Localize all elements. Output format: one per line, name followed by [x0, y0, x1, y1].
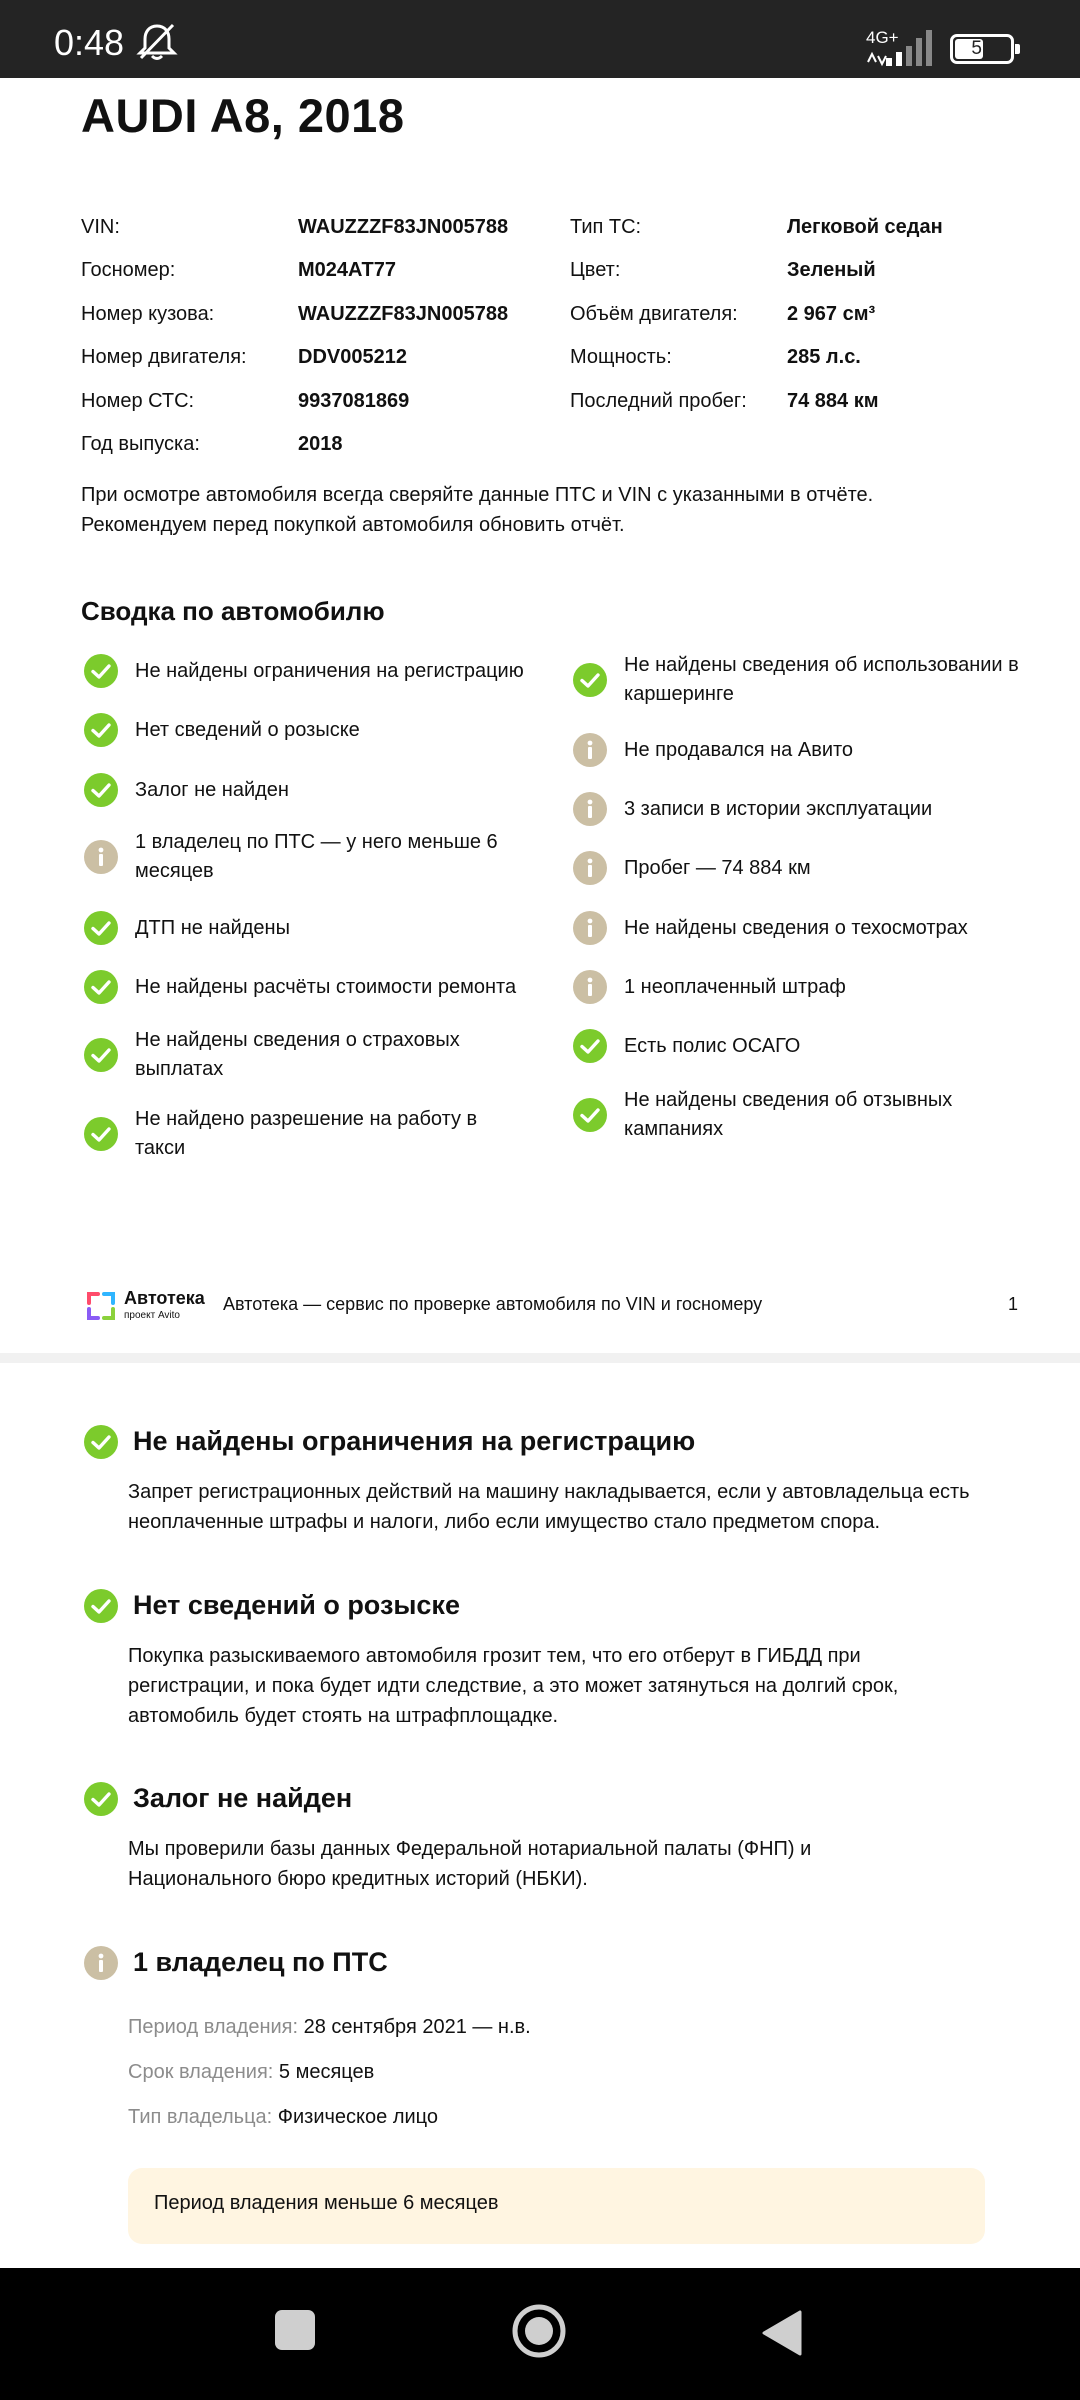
- brand-name: Автотека: [124, 1288, 205, 1308]
- ownership-warning: [128, 2168, 985, 2244]
- check-icon: [573, 1098, 607, 1132]
- summary-item: [573, 911, 1033, 945]
- summary-item: [84, 654, 554, 688]
- spec-value: Легковой седан: [787, 216, 943, 238]
- owner-period-label: Период владения:: [128, 2016, 299, 2038]
- section-title-wanted: Нет сведений о розыске: [133, 1590, 460, 1620]
- summary-item: [84, 1104, 504, 1164]
- summary-item-text: Не продавался на Авито: [624, 738, 854, 761]
- check-icon: [84, 1425, 118, 1459]
- back-button[interactable]: [760, 2308, 804, 2358]
- summary-item-text: 1 владелец по ПТС — у него меньше 6 месяцев: [135, 831, 498, 882]
- spec-label: Номер СТС:: [81, 390, 195, 412]
- summary-item: [84, 827, 524, 887]
- section-desc-pledge: Мы проверили базы данных Федеральной нотариальной палаты (ФНП) и Национального бюро кредитных историй (НБКИ).: [128, 1838, 812, 1890]
- spec-value: 2018: [298, 433, 343, 455]
- spec-value: М024АТ77: [298, 259, 396, 281]
- spec-label: Объём двигателя:: [570, 303, 738, 325]
- check-icon: [84, 1589, 118, 1623]
- battery-percent: 51: [971, 38, 993, 59]
- spec-label: Тип ТС:: [570, 216, 642, 238]
- summary-item-text: Не найдены сведения о страховых выплатах: [135, 1029, 460, 1080]
- owner-duration-label: Срок владения:: [128, 2061, 274, 2083]
- check-icon: [84, 654, 118, 688]
- info-icon: [573, 970, 607, 1004]
- footer-text: Автотека — сервис по проверке автомобиля по VIN и госномеру: [223, 1294, 763, 1314]
- check-icon: [84, 911, 118, 945]
- info-icon: [573, 733, 607, 767]
- section-title-registration: Не найдены ограничения на регистрацию: [133, 1426, 696, 1456]
- spec-value: 9937081869: [298, 390, 410, 412]
- owner-type-label: Тип владельца:: [128, 2106, 273, 2128]
- spec-label: Последний пробег:: [570, 390, 747, 412]
- owner-period-value: 28 сентября 2021 — н.в.: [303, 2016, 531, 2038]
- navigation-bar: [0, 2268, 1080, 2400]
- summary-item: [84, 970, 554, 1004]
- spec-value: WAUZZZF83JN005788: [298, 303, 509, 325]
- section-title-owners: 1 владелец по ПТС: [133, 1947, 388, 1977]
- home-button[interactable]: [512, 2304, 566, 2358]
- summary-item-text: Есть полис ОСАГО: [624, 1034, 801, 1057]
- page-divider: [0, 1353, 1080, 1363]
- summary-item: [573, 650, 1033, 710]
- battery-icon: [950, 34, 1014, 64]
- spec-label: Год выпуска:: [81, 433, 200, 455]
- info-icon: [84, 840, 118, 874]
- inspection-note: При осмотре автомобиля всегда сверяйте данные ПТС и VIN с указанными в отчёте. Рекомендуем перед покупкой автомобиля обновить отчёт.: [81, 484, 874, 536]
- summary-item: [84, 1025, 504, 1085]
- spec-value: 74 884 км: [787, 390, 879, 412]
- info-icon: [573, 792, 607, 826]
- section-desc-registration: Запрет регистрационных действий на машину накладывается, если у автовладельца есть неоплаченные штрафы и налоги, либо если имущество стало предметом спора.: [128, 1481, 970, 1533]
- summary-item: [573, 792, 1033, 826]
- spec-value: DDV005212: [298, 346, 407, 368]
- summary-item: [84, 773, 554, 807]
- ownership-warning-text: Период владения меньше 6 месяцев: [154, 2192, 499, 2214]
- spec-value: 285 л.с.: [787, 346, 861, 368]
- status-bar: [0, 0, 1080, 78]
- owner-period-row: [128, 2016, 531, 2039]
- status-time: 0:48: [54, 22, 125, 63]
- owner-type-value: Физическое лицо: [277, 2106, 439, 2128]
- info-icon: [84, 1946, 118, 1980]
- summary-item-text: Пробег — 74 884 км: [624, 856, 811, 879]
- summary-item-text: ДТП не найдены: [135, 916, 290, 939]
- spec-value: 2 967 см³: [787, 303, 876, 325]
- network-type: 4G+: [866, 28, 899, 47]
- summary-item-text: Не найдены сведения о техосмотрах: [624, 916, 968, 939]
- spec-label: Госномер:: [81, 259, 176, 281]
- spec-value: WAUZZZF83JN005788: [298, 216, 509, 238]
- autoteka-logo-icon: [86, 1291, 116, 1321]
- recents-button[interactable]: [275, 2310, 315, 2350]
- summary-item-text: Не найдены расчёты стоимости ремонта: [135, 975, 517, 998]
- spec-label: Номер двигателя:: [81, 346, 247, 368]
- section-desc-wanted: Покупка разыскиваемого автомобиля грозит тем, что его отберут в ГИБДД при регистрации, и пока будет идти следствие, а это может затянуться на долгий срок, автомобиль будет стоять на штрафплощадке.: [128, 1645, 899, 1727]
- spec-label: Номер кузова:: [81, 303, 215, 325]
- summary-item-text: Не найдены сведения об использовании в каршеринге: [624, 654, 1019, 705]
- check-icon: [84, 970, 118, 1004]
- bell-muted-icon: [133, 22, 181, 62]
- section-title-pledge: Залог не найден: [133, 1783, 353, 1813]
- spec-value: Зеленый: [787, 259, 876, 281]
- spec-label: Цвет:: [570, 259, 621, 281]
- check-icon: [84, 1782, 118, 1816]
- summary-item: [573, 851, 1033, 885]
- spec-label: VIN:: [81, 216, 120, 238]
- page-title: AUDI A8, 2018: [81, 89, 405, 142]
- summary-item: [573, 1085, 1033, 1145]
- summary-item: [573, 1029, 1033, 1063]
- spec-label: Мощность:: [570, 346, 672, 368]
- owner-duration-value: 5 месяцев: [278, 2061, 375, 2083]
- summary-item-text: Не найдены ограничения на регистрацию: [135, 659, 524, 682]
- summary-item: [84, 713, 554, 747]
- summary-item: [573, 970, 1033, 1004]
- summary-item-text: Не найдено разрешение на работу в такси: [135, 1108, 478, 1159]
- check-icon: [84, 1038, 118, 1072]
- owner-duration-row: [128, 2061, 374, 2084]
- summary-item-text: Нет сведений о розыске: [135, 718, 360, 741]
- owner-type-row: [128, 2106, 438, 2129]
- check-icon: [84, 773, 118, 807]
- summary-item: [84, 911, 554, 945]
- info-icon: [573, 911, 607, 945]
- brand-subtitle: проект Avito: [124, 1310, 180, 1321]
- check-icon: [573, 1029, 607, 1063]
- summary-title: Сводка по автомобилю: [81, 596, 385, 626]
- check-icon: [84, 1117, 118, 1151]
- summary-item-text: Залог не найден: [135, 778, 289, 801]
- check-icon: [573, 663, 607, 697]
- page-number: 1: [1008, 1294, 1019, 1314]
- summary-item-text: Не найдены сведения об отзывных кампаниях: [624, 1089, 953, 1140]
- summary-item-text: 3 записи в истории эксплуатации: [624, 797, 933, 820]
- check-icon: [84, 713, 118, 747]
- info-icon: [573, 851, 607, 885]
- summary-item-text: 1 неоплаченный штраф: [624, 975, 846, 998]
- summary-item: [573, 733, 1033, 767]
- signal-icon: [866, 24, 936, 68]
